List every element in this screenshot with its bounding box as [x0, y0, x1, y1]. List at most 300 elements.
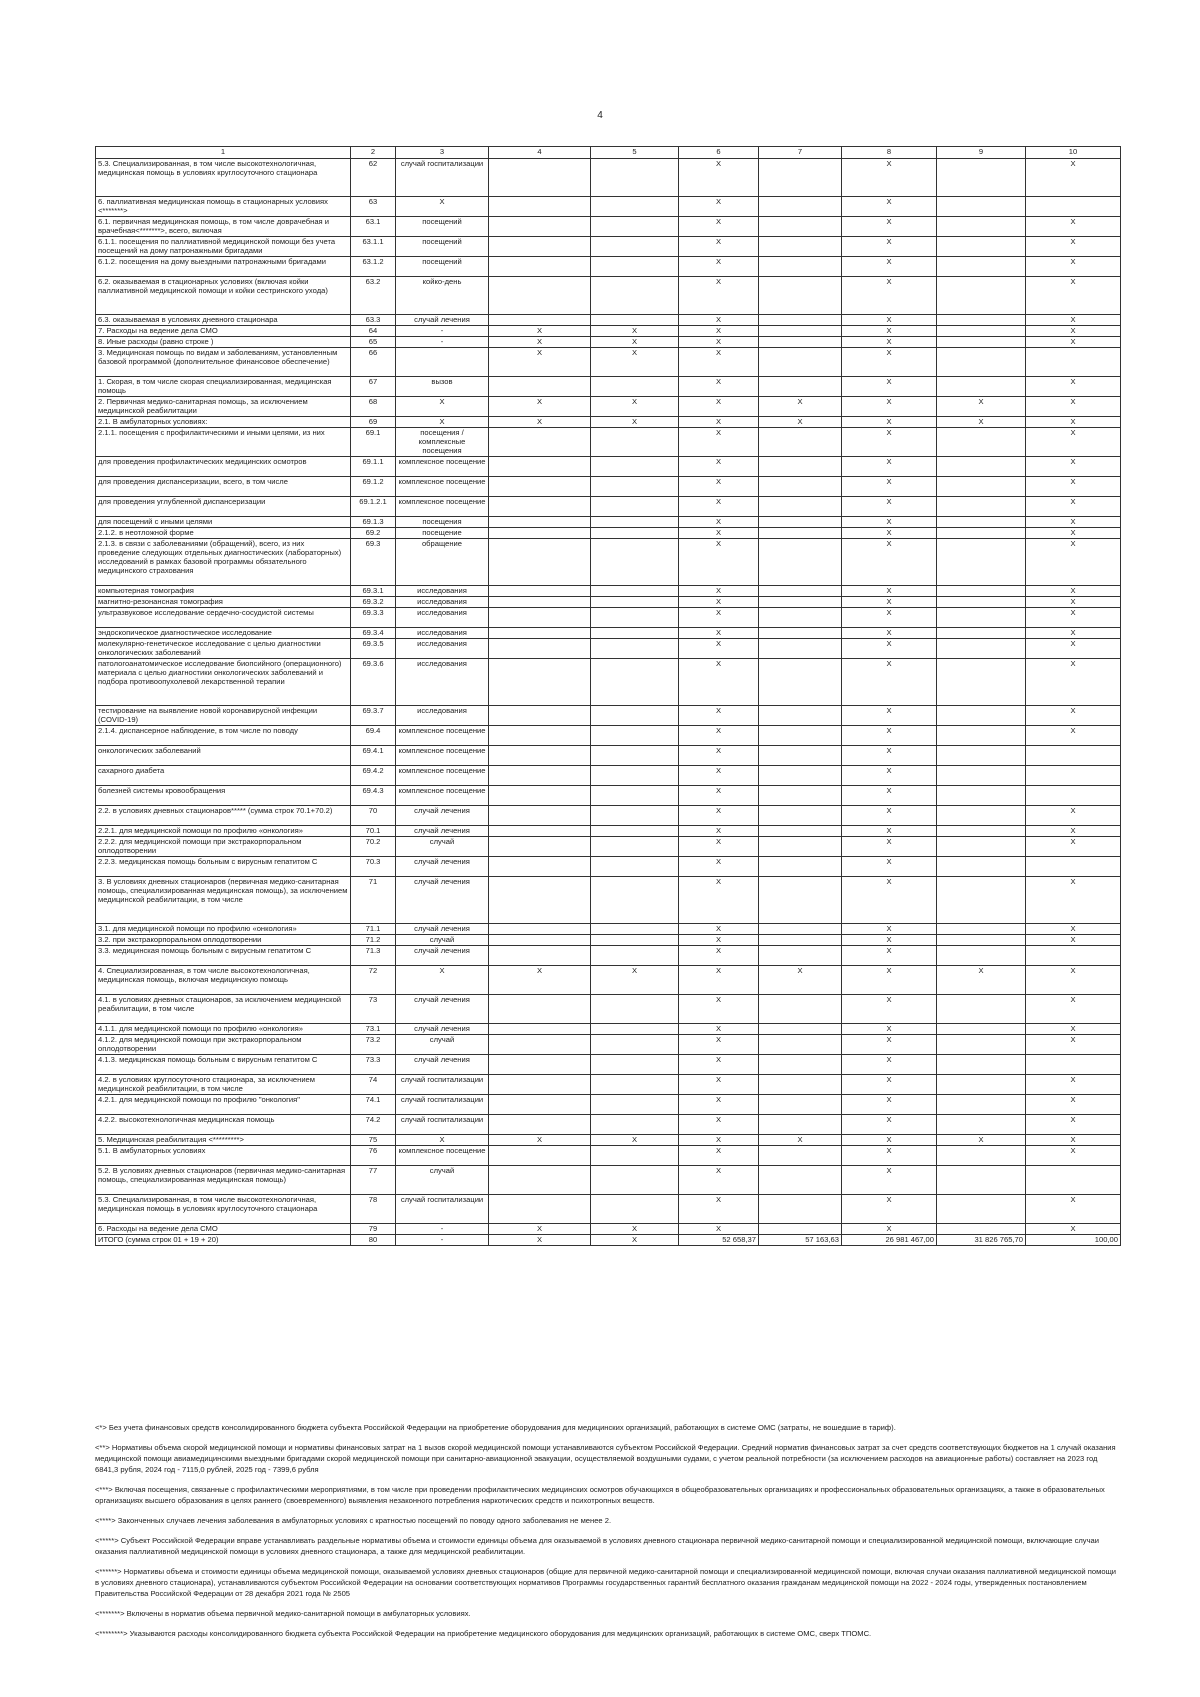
- cell-col-4: [489, 1115, 591, 1135]
- cell-row-code: 69.3.2: [351, 597, 396, 608]
- cell-row-code: 65: [351, 337, 396, 348]
- cell-col-7: [759, 326, 842, 337]
- cell-row-label: 2.2.1. для медицинской помощи по профилю «онкология»: [96, 826, 351, 837]
- cell-col-6: X: [679, 277, 759, 315]
- cell-col-4: [489, 1055, 591, 1075]
- cell-row-label: магнитно-резонансная томография: [96, 597, 351, 608]
- cell-col-7: [759, 277, 842, 315]
- cell-col-10: X: [1026, 315, 1121, 326]
- cell-col-9: [937, 217, 1026, 237]
- cell-col-7: [759, 1075, 842, 1095]
- table-row: [96, 726, 1121, 746]
- table-row: [96, 966, 1121, 995]
- cell-col-8: X: [842, 159, 937, 197]
- cell-row-code: 74: [351, 1075, 396, 1095]
- cell-unit: X: [396, 197, 489, 217]
- cell-col-7: [759, 586, 842, 597]
- cell-unit: случай: [396, 837, 489, 857]
- cell-col-7: [759, 608, 842, 628]
- cell-row-label: ИТОГО (сумма строк 01 + 19 + 20): [96, 1235, 351, 1246]
- cell-col-9: [937, 826, 1026, 837]
- cell-row-code: 71.3: [351, 946, 396, 966]
- cell-col-10: X: [1026, 377, 1121, 397]
- cell-col-8: X: [842, 746, 937, 766]
- cell-col-5: [591, 806, 679, 826]
- cell-col-9: [937, 1195, 1026, 1224]
- cell-row-label: 5.3. Специализированная, в том числе высокотехнологичная, медицинская помощь в условиях круглосуточного стационара: [96, 1195, 351, 1224]
- table-row: [96, 217, 1121, 237]
- cell-col-5: [591, 1095, 679, 1115]
- cell-col-5: [591, 746, 679, 766]
- table-row: [96, 1095, 1121, 1115]
- table-row: [96, 1024, 1121, 1035]
- cell-row-code: 71.1: [351, 924, 396, 935]
- cell-col-7: [759, 257, 842, 277]
- cell-col-5: [591, 659, 679, 706]
- cell-row-label: 8. Иные расходы (равно строке ): [96, 337, 351, 348]
- cell-row-code: 70.1: [351, 826, 396, 837]
- cell-col-6: X: [679, 837, 759, 857]
- cell-row-label: патологоанатомическое исследование биопсийного (операционного) материала с целью диагностики онкологических заболеваний и подбора противоопухолевой лекарственной терапии: [96, 659, 351, 706]
- table-row: [96, 766, 1121, 786]
- cell-row-code: 64: [351, 326, 396, 337]
- cell-col-9: [937, 597, 1026, 608]
- table-row: [96, 497, 1121, 517]
- cell-col-8: X: [842, 1055, 937, 1075]
- footnote: <*> Без учета финансовых средств консолидированного бюджета субъекта Российской Федерации на приобретение оборудования для медицинских организаций, работающих в системе ОМС (затраты, не вошедшие в тариф).: [95, 1423, 896, 1432]
- table-row: [96, 417, 1121, 428]
- cell-row-label: 4.2.1. для медицинской помощи по профилю "онкология": [96, 1095, 351, 1115]
- cell-col-10: X: [1026, 706, 1121, 726]
- cell-col-7: X: [759, 417, 842, 428]
- cell-col-7: [759, 428, 842, 457]
- cell-col-7: [759, 659, 842, 706]
- cell-col-6: X: [679, 946, 759, 966]
- footnote: <***> Включая посещения, связанные с профилактическими мероприятиями, в том числе при проведении профилактических медицинских осмотров обучающихся в общеобразовательных организациях и профессиональных образовательных организациях, а также в образовательных организациях высшего образования в целях раннего (своевременного) выявления незаконного потребления наркотических средств и психотропных веществ.: [95, 1485, 1105, 1505]
- cell-col-5: [591, 1035, 679, 1055]
- cell-col-7: [759, 924, 842, 935]
- cell-row-label: 5.2. В условиях дневных стационаров (первичная медико-санитарная помощь, специализированная медицинская помощь): [96, 1166, 351, 1195]
- cell-col-4: [489, 197, 591, 217]
- cell-row-label: 1. Скорая, в том числе скорая специализированная, медицинская помощь: [96, 377, 351, 397]
- cell-col-4: [489, 639, 591, 659]
- table-row: [96, 397, 1121, 417]
- cell-row-label: 3.2. при экстракорпоральном оплодотворении: [96, 935, 351, 946]
- cell-col-10: X: [1026, 1146, 1121, 1166]
- cell-col-7: [759, 348, 842, 377]
- cell-col-10: X: [1026, 1195, 1121, 1224]
- cell-col-8: X: [842, 826, 937, 837]
- cell-col-10: X: [1026, 1135, 1121, 1146]
- table-row: [96, 924, 1121, 935]
- cell-col-10: X: [1026, 837, 1121, 857]
- cell-col-10: X: [1026, 726, 1121, 746]
- table-row: [96, 746, 1121, 766]
- cell-col-10: X: [1026, 1035, 1121, 1055]
- cell-col-6: X: [679, 348, 759, 377]
- cell-col-8: X: [842, 726, 937, 746]
- cell-col-9: [937, 857, 1026, 877]
- cell-col-4: [489, 528, 591, 539]
- cell-col-7: X: [759, 397, 842, 417]
- cell-col-7: [759, 826, 842, 837]
- cell-col-6: X: [679, 457, 759, 477]
- cell-col-7: [759, 995, 842, 1024]
- cell-row-code: 74.2: [351, 1115, 396, 1135]
- cell-row-code: 73: [351, 995, 396, 1024]
- cell-col-8: X: [842, 628, 937, 639]
- cell-col-6: X: [679, 639, 759, 659]
- cell-row-label: для посещений с иными целями: [96, 517, 351, 528]
- cell-col-10: X: [1026, 1224, 1121, 1235]
- cell-col-8: X: [842, 1075, 937, 1095]
- cell-col-10: X: [1026, 417, 1121, 428]
- cell-col-9: [937, 1115, 1026, 1135]
- header-row: [96, 147, 1121, 159]
- column-header-6: 6: [679, 147, 759, 159]
- cell-row-code: 63: [351, 197, 396, 217]
- table-row: [96, 1075, 1121, 1095]
- cell-unit: -: [396, 1224, 489, 1235]
- cell-col-9: X: [937, 417, 1026, 428]
- cell-col-6: X: [679, 428, 759, 457]
- cell-unit: комплексное посещение: [396, 766, 489, 786]
- cell-col-7: [759, 935, 842, 946]
- cell-col-5: [591, 1075, 679, 1095]
- cell-unit: -: [396, 337, 489, 348]
- cell-col-9: [937, 924, 1026, 935]
- cell-row-label: 2.2.3. медицинская помощь больным с вирусным гепатитом С: [96, 857, 351, 877]
- cell-col-5: X: [591, 417, 679, 428]
- cell-col-7: X: [759, 966, 842, 995]
- cell-col-8: X: [842, 608, 937, 628]
- cell-unit: посещение: [396, 528, 489, 539]
- cell-col-9: 31 826 765,70: [937, 1235, 1026, 1246]
- cell-col-7: [759, 639, 842, 659]
- table-row: [96, 348, 1121, 377]
- cell-col-9: [937, 1095, 1026, 1115]
- cell-col-4: [489, 597, 591, 608]
- cell-col-4: [489, 706, 591, 726]
- cell-col-6: X: [679, 539, 759, 586]
- cell-col-5: [591, 277, 679, 315]
- table-row: [96, 337, 1121, 348]
- cell-col-5: [591, 726, 679, 746]
- cell-row-label: 4.1.1. для медицинской помощи по профилю «онкология»: [96, 1024, 351, 1035]
- table-row: [96, 806, 1121, 826]
- cell-col-8: X: [842, 1146, 937, 1166]
- cell-col-10: X: [1026, 257, 1121, 277]
- cell-col-8: X: [842, 766, 937, 786]
- cell-col-9: [937, 1146, 1026, 1166]
- cell-col-6: X: [679, 517, 759, 528]
- table-row: [96, 326, 1121, 337]
- cell-row-code: 69.3.1: [351, 586, 396, 597]
- cell-unit: посещений: [396, 237, 489, 257]
- cell-col-7: [759, 1055, 842, 1075]
- cell-col-6: X: [679, 628, 759, 639]
- cell-row-code: 69.3: [351, 539, 396, 586]
- cell-col-5: [591, 1024, 679, 1035]
- cell-col-10: X: [1026, 497, 1121, 517]
- cell-unit: комплексное посещение: [396, 746, 489, 766]
- cell-col-9: X: [937, 397, 1026, 417]
- cell-col-9: [937, 377, 1026, 397]
- cell-col-9: [937, 457, 1026, 477]
- cell-col-7: [759, 497, 842, 517]
- cell-col-10: X: [1026, 659, 1121, 706]
- cell-col-9: [937, 528, 1026, 539]
- cell-col-9: [937, 539, 1026, 586]
- cell-col-9: [937, 659, 1026, 706]
- cell-col-4: X: [489, 348, 591, 377]
- column-header-8: 8: [842, 147, 937, 159]
- column-header-10: 10: [1026, 147, 1121, 159]
- cell-row-label: сахарного диабета: [96, 766, 351, 786]
- table-row: [96, 428, 1121, 457]
- cell-col-9: [937, 706, 1026, 726]
- cell-unit: случай госпитализации: [396, 159, 489, 197]
- table-row: [96, 1224, 1121, 1235]
- cell-unit: вызов: [396, 377, 489, 397]
- cell-col-4: [489, 877, 591, 924]
- cell-col-7: [759, 597, 842, 608]
- cell-unit: комплексное посещение: [396, 786, 489, 806]
- cell-col-10: X: [1026, 277, 1121, 315]
- cell-col-7: [759, 857, 842, 877]
- cell-unit: -: [396, 326, 489, 337]
- cell-col-6: X: [679, 1195, 759, 1224]
- cell-col-5: [591, 237, 679, 257]
- table-row: [96, 1146, 1121, 1166]
- cell-col-6: X: [679, 315, 759, 326]
- cell-col-4: [489, 1195, 591, 1224]
- cell-col-10: [1026, 1166, 1121, 1195]
- cell-col-7: [759, 746, 842, 766]
- cell-col-9: [937, 628, 1026, 639]
- cell-col-8: X: [842, 539, 937, 586]
- cell-unit: комплексное посещение: [396, 477, 489, 497]
- cell-col-5: [591, 857, 679, 877]
- cell-col-10: X: [1026, 326, 1121, 337]
- cell-col-7: X: [759, 1135, 842, 1146]
- table-row: [96, 1235, 1121, 1246]
- cell-row-code: 72: [351, 966, 396, 995]
- cell-col-10: [1026, 197, 1121, 217]
- cell-col-10: [1026, 1055, 1121, 1075]
- cell-unit: посещений: [396, 257, 489, 277]
- cell-col-6: X: [679, 995, 759, 1024]
- column-header-4: 4: [489, 147, 591, 159]
- cell-col-4: [489, 806, 591, 826]
- cell-col-8: X: [842, 935, 937, 946]
- cell-row-label: для проведения профилактических медицинских осмотров: [96, 457, 351, 477]
- table-row: [96, 659, 1121, 706]
- cell-col-9: [937, 726, 1026, 746]
- cell-col-8: X: [842, 337, 937, 348]
- cell-row-code: 62: [351, 159, 396, 197]
- cell-col-6: X: [679, 237, 759, 257]
- cell-col-10: [1026, 766, 1121, 786]
- cell-row-code: 73.1: [351, 1024, 396, 1035]
- cell-unit: случай: [396, 1166, 489, 1195]
- table-row: [96, 608, 1121, 628]
- cell-col-6: X: [679, 586, 759, 597]
- cell-col-4: [489, 826, 591, 837]
- cell-unit: случай госпитализации: [396, 1075, 489, 1095]
- table-row: [96, 1115, 1121, 1135]
- cell-row-code: 66: [351, 348, 396, 377]
- cell-unit: случай лечения: [396, 857, 489, 877]
- cell-row-code: 69.1: [351, 428, 396, 457]
- column-header-1: 1: [96, 147, 351, 159]
- cell-col-7: [759, 377, 842, 397]
- cell-row-label: для проведения диспансеризации, всего, в том числе: [96, 477, 351, 497]
- cell-col-7: [759, 159, 842, 197]
- cell-col-4: [489, 995, 591, 1024]
- cell-col-4: [489, 1146, 591, 1166]
- cell-unit: случай госпитализации: [396, 1115, 489, 1135]
- cell-unit: посещения: [396, 517, 489, 528]
- cell-row-label: тестирование на выявление новой коронавирусной инфекции (COVID-19): [96, 706, 351, 726]
- cell-unit: -: [396, 1235, 489, 1246]
- cell-col-9: [937, 1224, 1026, 1235]
- cell-col-4: [489, 786, 591, 806]
- cell-col-4: [489, 428, 591, 457]
- cell-col-9: [937, 766, 1026, 786]
- cell-unit: комплексное посещение: [396, 457, 489, 477]
- footnote: <**> Нормативы объема скорой медицинской помощи и нормативы финансовых затрат на 1 вызов скорой медицинской помощи устанавливаются субъектом Российской Федерации. Средний норматив финансовых затрат за счет средств соответствующих бюджетов на 1 случай оказания медицинской помощи авиамедицинскими выездными бригадами скорой медицинской помощи при санитарно-авиационной эвакуации, осуществляемой воздушными судами, с учетом реальной потребности (за исключением расходов на авиационные работы) составляет на 2023 год 6841,3 рубля, 2024 год - 7115,0 рублей, 2025 год - 7399,6 рубля: [95, 1443, 1116, 1474]
- cell-row-label: 2.2. в условиях дневных стационаров***** (сумма строк 70.1+70.2): [96, 806, 351, 826]
- table-body: [96, 159, 1121, 1246]
- cell-col-9: [937, 315, 1026, 326]
- cell-col-10: X: [1026, 1024, 1121, 1035]
- footnote: <****> Законченных случаев лечения заболевания в амбулаторных условиях с кратностью посещений по поводу одного заболевания не менее 2.: [95, 1516, 612, 1525]
- cell-row-code: 75: [351, 1135, 396, 1146]
- cell-row-code: 63.1.2: [351, 257, 396, 277]
- cell-col-10: [1026, 786, 1121, 806]
- cell-row-label: 2.1.3. в связи с заболеваниями (обращений), всего, из них проведение следующих отдельных диагностических (лабораторных) исследований в рамках базовой программы обязательного медицинского страхования: [96, 539, 351, 586]
- cell-unit: исследования: [396, 586, 489, 597]
- cell-col-10: X: [1026, 628, 1121, 639]
- cell-col-8: X: [842, 639, 937, 659]
- table-row: [96, 597, 1121, 608]
- cell-unit: случай лечения: [396, 1024, 489, 1035]
- cell-unit: X: [396, 966, 489, 995]
- cell-col-6: X: [679, 1166, 759, 1195]
- cell-row-label: 3.3. медицинская помощь больным с вирусным гепатитом С: [96, 946, 351, 966]
- cell-col-4: [489, 1166, 591, 1195]
- cell-col-10: X: [1026, 237, 1121, 257]
- table-row: [96, 528, 1121, 539]
- cell-col-7: [759, 528, 842, 539]
- cell-col-8: X: [842, 528, 937, 539]
- cell-col-10: X: [1026, 528, 1121, 539]
- cell-col-6: X: [679, 1024, 759, 1035]
- cell-col-6: X: [679, 786, 759, 806]
- cell-col-7: [759, 1024, 842, 1035]
- cell-col-6: X: [679, 397, 759, 417]
- cell-row-code: 70.2: [351, 837, 396, 857]
- table-row: [96, 539, 1121, 586]
- cell-col-6: X: [679, 857, 759, 877]
- cell-col-10: X: [1026, 806, 1121, 826]
- cell-row-label: 7. Расходы на ведение дела СМО: [96, 326, 351, 337]
- cell-row-label: для проведения углубленной диспансеризации: [96, 497, 351, 517]
- cell-col-8: X: [842, 477, 937, 497]
- cell-col-8: X: [842, 946, 937, 966]
- cell-col-9: [937, 517, 1026, 528]
- cell-row-label: 3. В условиях дневных стационаров (первичная медико-санитарная помощь, специализированная медицинская помощь), за исключением медицинской реабилитации, в том числе: [96, 877, 351, 924]
- cell-col-4: [489, 237, 591, 257]
- cell-col-6: X: [679, 766, 759, 786]
- table-row: [96, 935, 1121, 946]
- cell-col-4: [489, 517, 591, 528]
- cell-unit: случай госпитализации: [396, 1095, 489, 1115]
- cell-row-label: 6. Расходы на ведение дела СМО: [96, 1224, 351, 1235]
- cell-row-code: 69.1.3: [351, 517, 396, 528]
- cell-row-label: 6.1.1. посещения по паллиативной медицинской помощи без учета посещений на дому патронажными бригадами: [96, 237, 351, 257]
- cell-col-10: X: [1026, 826, 1121, 837]
- cell-col-10: X: [1026, 966, 1121, 995]
- cell-col-9: [937, 877, 1026, 924]
- footnotes: [95, 1422, 1120, 1648]
- cell-col-10: X: [1026, 1095, 1121, 1115]
- cell-col-5: [591, 315, 679, 326]
- cell-row-code: 73.2: [351, 1035, 396, 1055]
- cell-unit: случай лечения: [396, 877, 489, 924]
- cell-col-10: X: [1026, 477, 1121, 497]
- cell-unit: X: [396, 417, 489, 428]
- column-header-5: 5: [591, 147, 679, 159]
- cell-col-7: [759, 806, 842, 826]
- cell-col-6: X: [679, 726, 759, 746]
- cell-unit: посещений: [396, 217, 489, 237]
- table-row: [96, 628, 1121, 639]
- cell-col-6: X: [679, 337, 759, 348]
- cell-col-4: [489, 608, 591, 628]
- table-row: [96, 377, 1121, 397]
- cell-col-9: [937, 786, 1026, 806]
- cell-row-label: 4.2. в условиях круглосуточного стационара, за исключением медицинской реабилитации, в том числе: [96, 1075, 351, 1095]
- cell-col-4: [489, 377, 591, 397]
- cell-col-4: [489, 659, 591, 706]
- table-row: [96, 1195, 1121, 1224]
- cell-col-10: X: [1026, 924, 1121, 935]
- cell-col-4: [489, 766, 591, 786]
- cell-col-8: X: [842, 257, 937, 277]
- cell-col-4: [489, 628, 591, 639]
- cell-col-8: X: [842, 397, 937, 417]
- cell-col-6: X: [679, 935, 759, 946]
- table-row: [96, 1055, 1121, 1075]
- cell-col-7: [759, 1195, 842, 1224]
- cell-col-6: X: [679, 528, 759, 539]
- cell-col-8: X: [842, 857, 937, 877]
- cell-col-5: [591, 1166, 679, 1195]
- cell-col-9: [937, 837, 1026, 857]
- cell-unit: случай лечения: [396, 946, 489, 966]
- cell-row-code: 69.3.6: [351, 659, 396, 706]
- cell-row-code: 69.4.3: [351, 786, 396, 806]
- cell-unit: случай: [396, 1035, 489, 1055]
- table-row: [96, 837, 1121, 857]
- cell-row-code: 69.3.5: [351, 639, 396, 659]
- cell-col-6: X: [679, 159, 759, 197]
- cell-col-4: [489, 1075, 591, 1095]
- cell-col-8: X: [842, 277, 937, 315]
- cell-row-label: 3. Медицинская помощь по видам и заболеваниям, установленным базовой программой (дополнительное финансовое обеспечение): [96, 348, 351, 377]
